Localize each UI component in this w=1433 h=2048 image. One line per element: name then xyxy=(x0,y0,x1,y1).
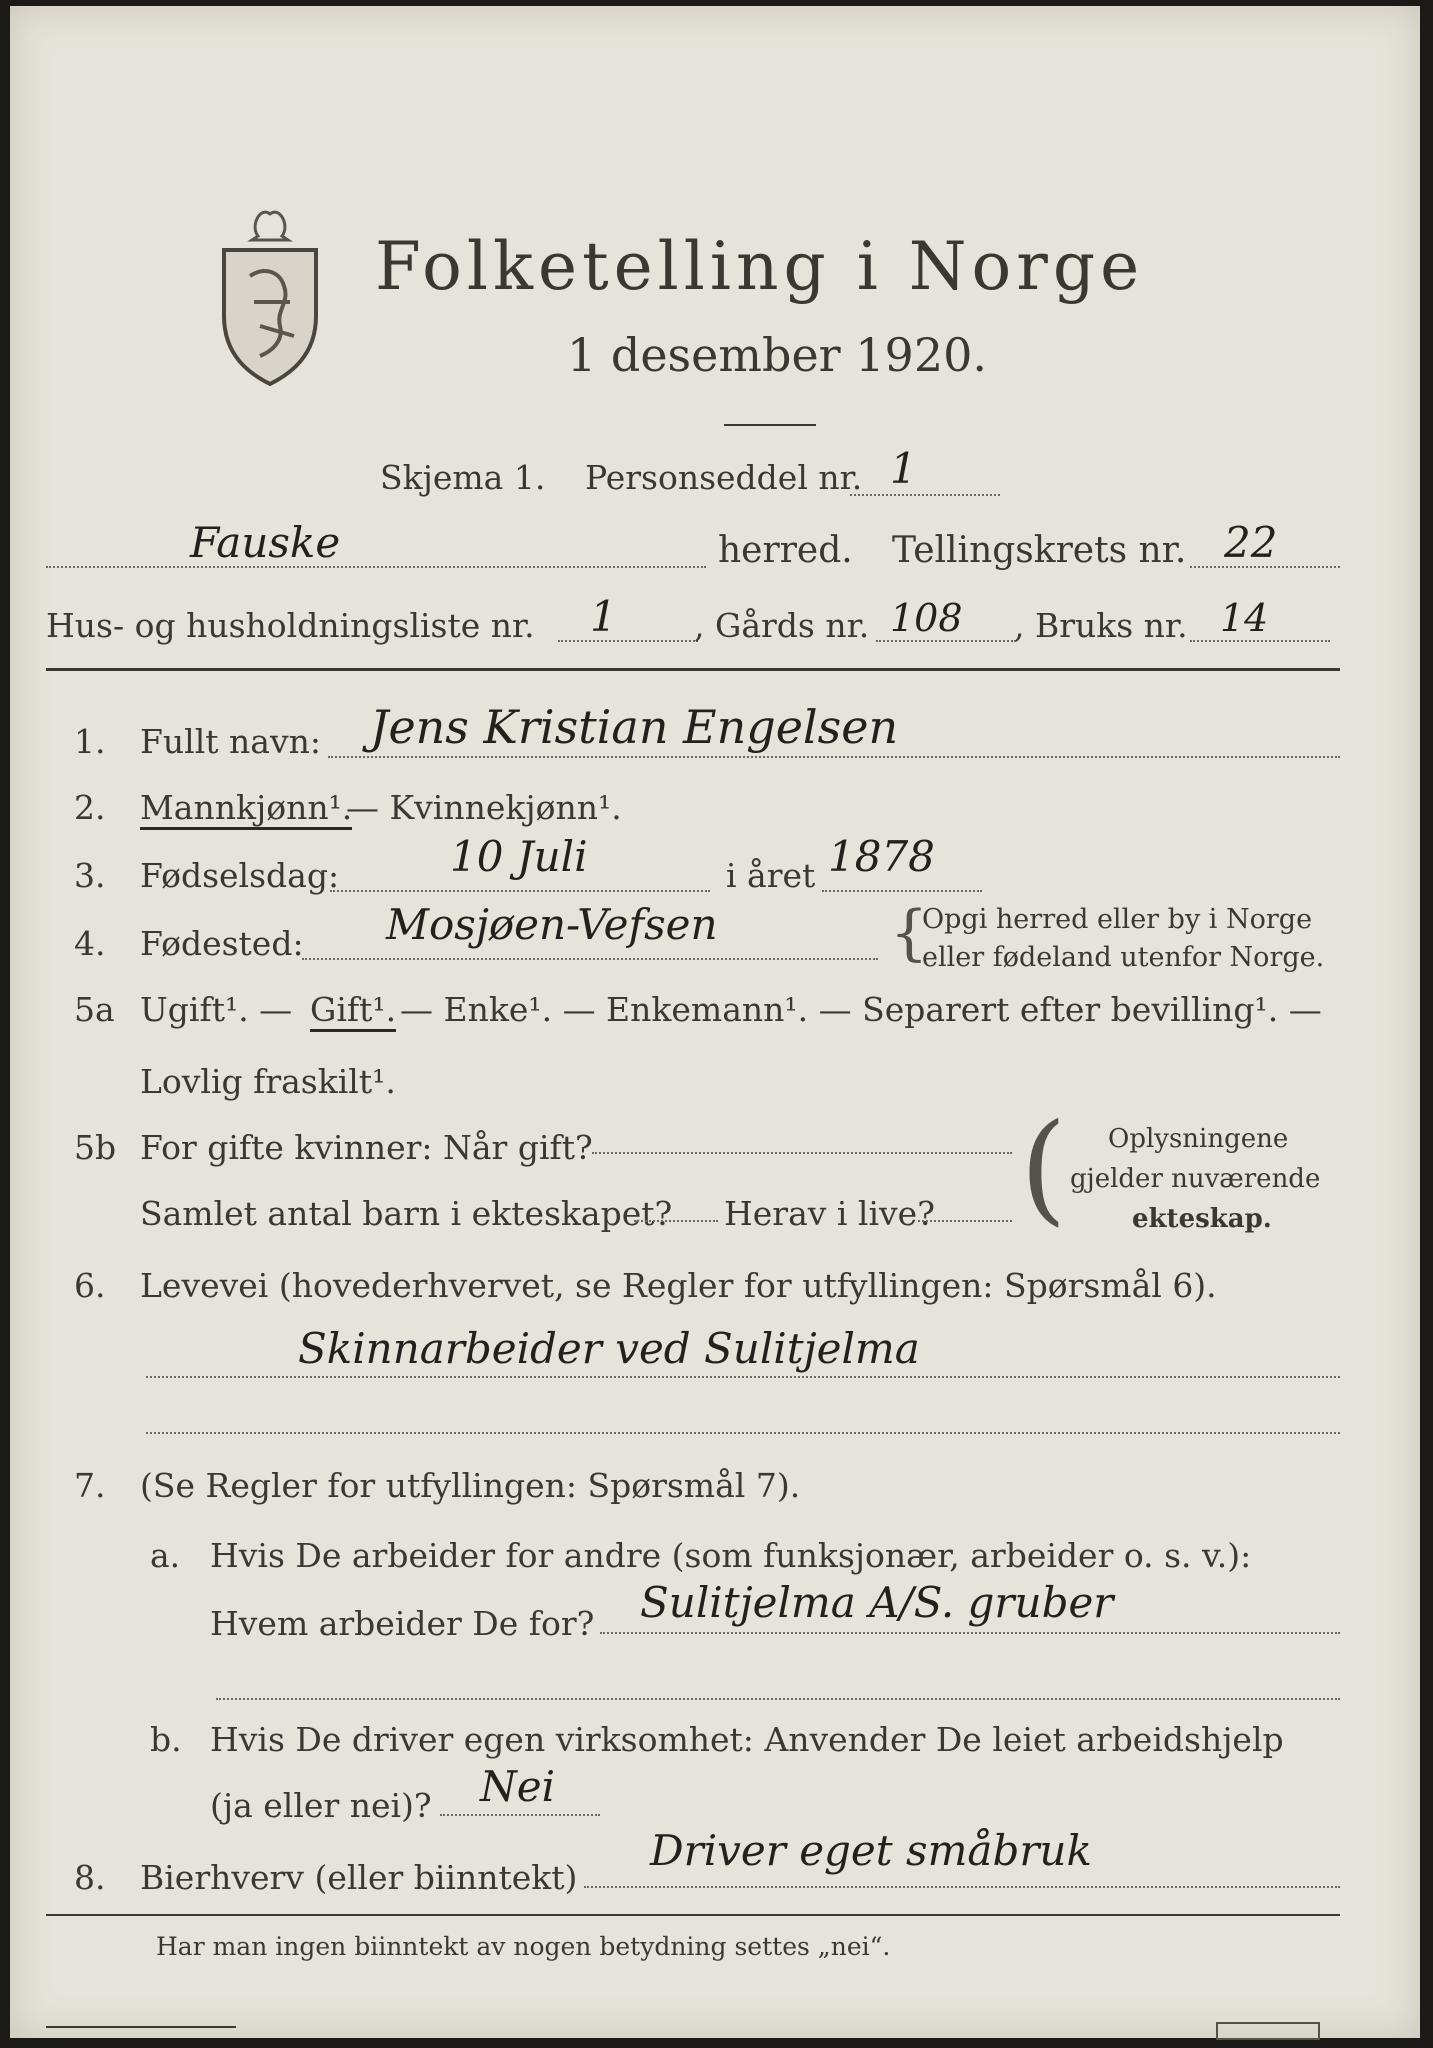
q7-label: (Se Regler for utfyllingen: Spørsmål 7). xyxy=(140,1466,801,1505)
q4-note-line2: eller fødeland utenfor Norge. xyxy=(922,942,1325,973)
q7a-question: Hvem arbeider De for? xyxy=(210,1604,595,1643)
personseddel-line xyxy=(850,494,1000,496)
hus-line xyxy=(558,640,698,642)
q5b-brace: ( xyxy=(1020,1099,1067,1238)
q7a-letter: a. xyxy=(150,1536,181,1575)
personseddel-label: Personseddel nr. xyxy=(585,458,863,497)
page-title: Folketelling i Norge xyxy=(375,228,1145,305)
birthplace-value: Mosjøen-Vefsen xyxy=(386,900,718,949)
fraskilt-option: Lovlig fraskilt¹. xyxy=(140,1062,396,1101)
herred-value: Fauske xyxy=(190,518,341,567)
q8-label: Bierhverv (eller biinntekt) xyxy=(140,1858,578,1897)
gards-value: 108 xyxy=(890,596,963,640)
q4-brace: { xyxy=(890,898,929,968)
q4-number: 4. xyxy=(74,924,106,963)
header-divider xyxy=(46,668,1340,671)
q5b-note-line1: Oplysningene xyxy=(1108,1124,1289,1154)
q5b-label: For gifte kvinner: Når gift? xyxy=(140,1128,593,1167)
q4-note-line1: Opgi herred eller by i Norge xyxy=(922,904,1313,935)
footer-divider xyxy=(46,1914,1340,1916)
herred-line xyxy=(46,566,706,568)
hired-help-value: Nei xyxy=(480,1762,556,1811)
hus-value: 1 xyxy=(590,592,617,641)
census-date: 1 desember 1920. xyxy=(567,328,987,382)
occupation-value: Skinnarbeider ved Sulitjelma xyxy=(298,1324,920,1373)
q7b-label: Hvis De driver egen virksomhet: Anvender De leiet arbeidshjelp xyxy=(210,1720,1284,1759)
hired-help-line xyxy=(440,1814,600,1816)
q3-label: Fødselsdag: xyxy=(140,856,340,895)
birthday-value: 10 Juli xyxy=(450,832,588,881)
bruks-value: 14 xyxy=(1220,596,1269,640)
q3-number: 3. xyxy=(74,856,106,895)
employer-value: Sulitjelma A/S. gruber xyxy=(640,1578,1114,1627)
q4-line xyxy=(302,958,878,960)
q5b-note-line3: ekteskap. xyxy=(1132,1204,1272,1234)
year-label: i året xyxy=(726,856,816,895)
side-income-value: Driver eget småbruk xyxy=(650,1826,1092,1875)
tellingskrets-value: 22 xyxy=(1224,518,1278,567)
mannkjonn-option-selected: Mannkjønn¹. xyxy=(140,788,352,830)
tellingskrets-label: Tellingskrets nr. xyxy=(892,530,1187,571)
census-form-page xyxy=(10,6,1420,2038)
q1-number: 1. xyxy=(74,722,106,761)
q7b-letter: b. xyxy=(150,1720,182,1759)
q7b-question: (ja eller nei)? xyxy=(210,1786,432,1825)
birth-year-value: 1878 xyxy=(828,832,935,881)
q8-number: 8. xyxy=(74,1858,106,1897)
printer-stamp xyxy=(1216,2022,1320,2040)
q6-line1 xyxy=(146,1376,1340,1378)
q5b-number: 5b xyxy=(74,1128,117,1167)
bottom-rule-left xyxy=(46,2026,236,2028)
q5b-note-line2: gjelder nuværende xyxy=(1070,1164,1321,1194)
gift-option-selected: Gift¹. xyxy=(310,990,396,1032)
q6-label: Levevei (hovederhvervet, se Regler for utfyllingen: Spørsmål 6). xyxy=(140,1266,1217,1305)
marital-options-rest: — Enke¹. — Enkemann¹. — Separert efter bevilling¹. — xyxy=(400,990,1322,1029)
kvinnekjonn-option: — Kvinnekjønn¹. xyxy=(346,788,622,827)
ugift-option: Ugift¹. — xyxy=(140,990,293,1029)
q5a-number: 5a xyxy=(74,990,115,1029)
q8-line xyxy=(584,1886,1340,1888)
skjema-label: Skjema 1. xyxy=(380,458,546,497)
children-label: Samlet antal barn i ekteskapet? xyxy=(140,1194,673,1233)
q7a-label: Hvis De arbeider for andre (som funksjonær, arbeider o. s. v.): xyxy=(210,1536,1252,1575)
alive-line xyxy=(918,1220,1012,1222)
herred-label: herred. xyxy=(718,530,853,571)
bruks-line xyxy=(1190,640,1330,642)
coat-of-arms-icon xyxy=(210,206,330,386)
q1-label: Fullt navn: xyxy=(140,722,321,761)
q3-line xyxy=(330,890,710,892)
gards-line xyxy=(876,640,1016,642)
q1-line xyxy=(328,756,1340,758)
children-line xyxy=(634,1220,718,1222)
q2-number: 2. xyxy=(74,788,106,827)
personseddel-value: 1 xyxy=(890,444,917,493)
q4-label: Fødested: xyxy=(140,924,304,963)
alive-label: Herav i live? xyxy=(724,1194,935,1233)
q6-number: 6. xyxy=(74,1266,106,1305)
employer-line xyxy=(600,1632,1340,1634)
hus-label: Hus- og husholdningsliste nr. xyxy=(46,606,535,645)
year-line xyxy=(822,890,982,892)
q7-number: 7. xyxy=(74,1466,106,1505)
q6-line2 xyxy=(146,1432,1340,1434)
employer-line2 xyxy=(216,1698,1340,1700)
married-when-line xyxy=(592,1152,1012,1154)
full-name-value: Jens Kristian Engelsen xyxy=(370,700,899,754)
gards-label: , Gårds nr. xyxy=(694,606,870,645)
footer-note: Har man ingen biinntekt av nogen betydning settes „nei“. xyxy=(156,1932,891,1961)
title-divider xyxy=(724,424,816,426)
bruks-label: , Bruks nr. xyxy=(1014,606,1188,645)
